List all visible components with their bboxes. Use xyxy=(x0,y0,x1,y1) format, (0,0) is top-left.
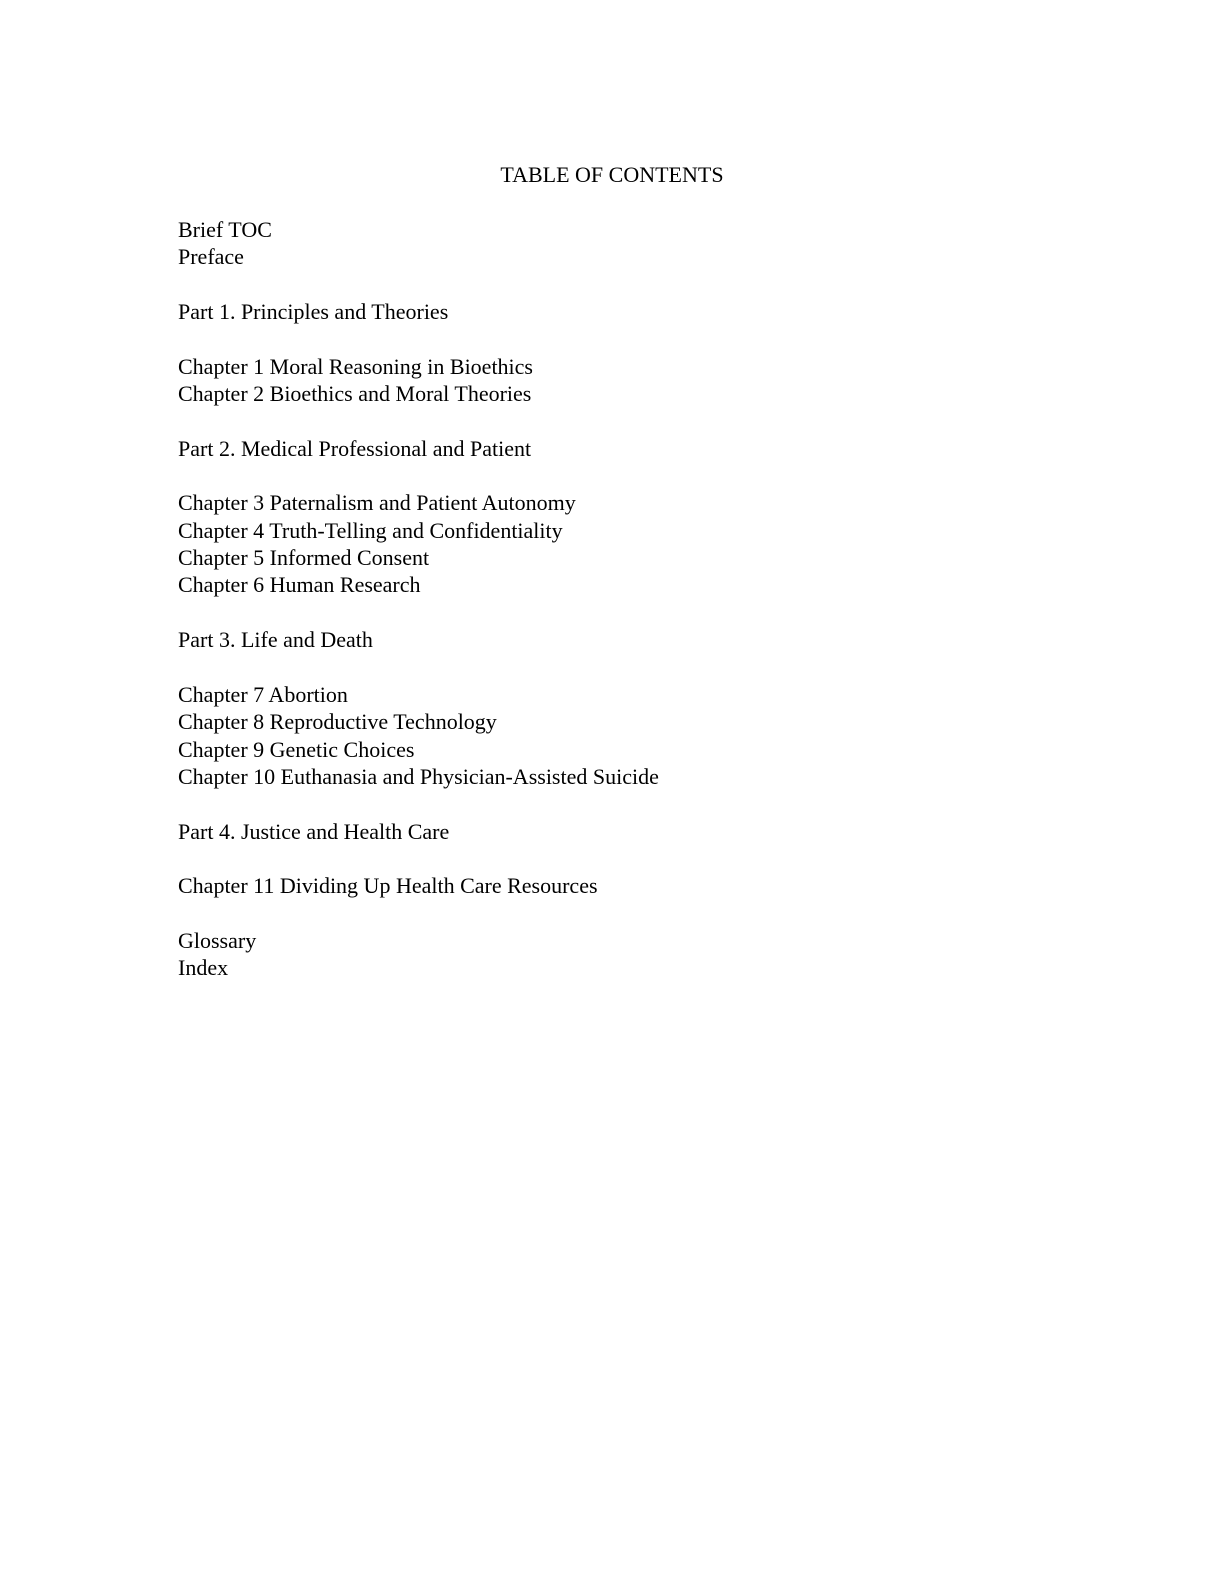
table-of-contents xyxy=(178,216,1078,982)
chapter-entry: Chapter 1 Moral Reasoning in Bioethics xyxy=(178,353,533,379)
chapter-entry: Chapter 7 Abortion xyxy=(178,681,348,707)
spacer xyxy=(178,900,1078,927)
spacer xyxy=(178,599,1078,626)
spacer xyxy=(178,654,1078,681)
part-heading: Part 3. Life and Death xyxy=(178,627,373,653)
chapter-entry: Chapter 8 Reproductive Technology xyxy=(178,709,497,735)
spacer xyxy=(178,271,1078,298)
chapter-entry: Chapter 2 Bioethics and Moral Theories xyxy=(178,381,532,407)
spacer xyxy=(178,325,1078,352)
toc-entry-index: Index xyxy=(178,955,229,981)
spacer xyxy=(178,845,1078,872)
toc-entry-glossary: Glossary xyxy=(178,927,257,953)
spacer xyxy=(178,462,1078,489)
toc-entry-preface: Preface xyxy=(178,244,244,270)
spacer xyxy=(178,407,1078,434)
chapter-entry: Chapter 5 Informed Consent xyxy=(178,545,430,571)
page-title: TABLE OF CONTENTS xyxy=(500,162,724,187)
chapter-entry: Chapter 3 Paternalism and Patient Autonomy xyxy=(178,490,576,516)
toc-entry-brief-toc: Brief TOC xyxy=(178,217,272,242)
part-heading: Part 2. Medical Professional and Patient xyxy=(178,435,532,461)
chapter-entry: Chapter 11 Dividing Up Health Care Resources xyxy=(178,873,598,899)
part-heading: Part 4. Justice and Health Care xyxy=(178,818,450,844)
chapter-entry: Chapter 9 Genetic Choices xyxy=(178,736,415,762)
chapter-entry: Chapter 4 Truth-Telling and Confidentiality xyxy=(178,517,563,543)
chapter-entry: Chapter 10 Euthanasia and Physician-Assisted Suicide xyxy=(178,763,659,789)
part-heading: Part 1. Principles and Theories xyxy=(178,299,449,325)
spacer xyxy=(178,790,1078,817)
chapter-entry: Chapter 6 Human Research xyxy=(178,572,421,598)
